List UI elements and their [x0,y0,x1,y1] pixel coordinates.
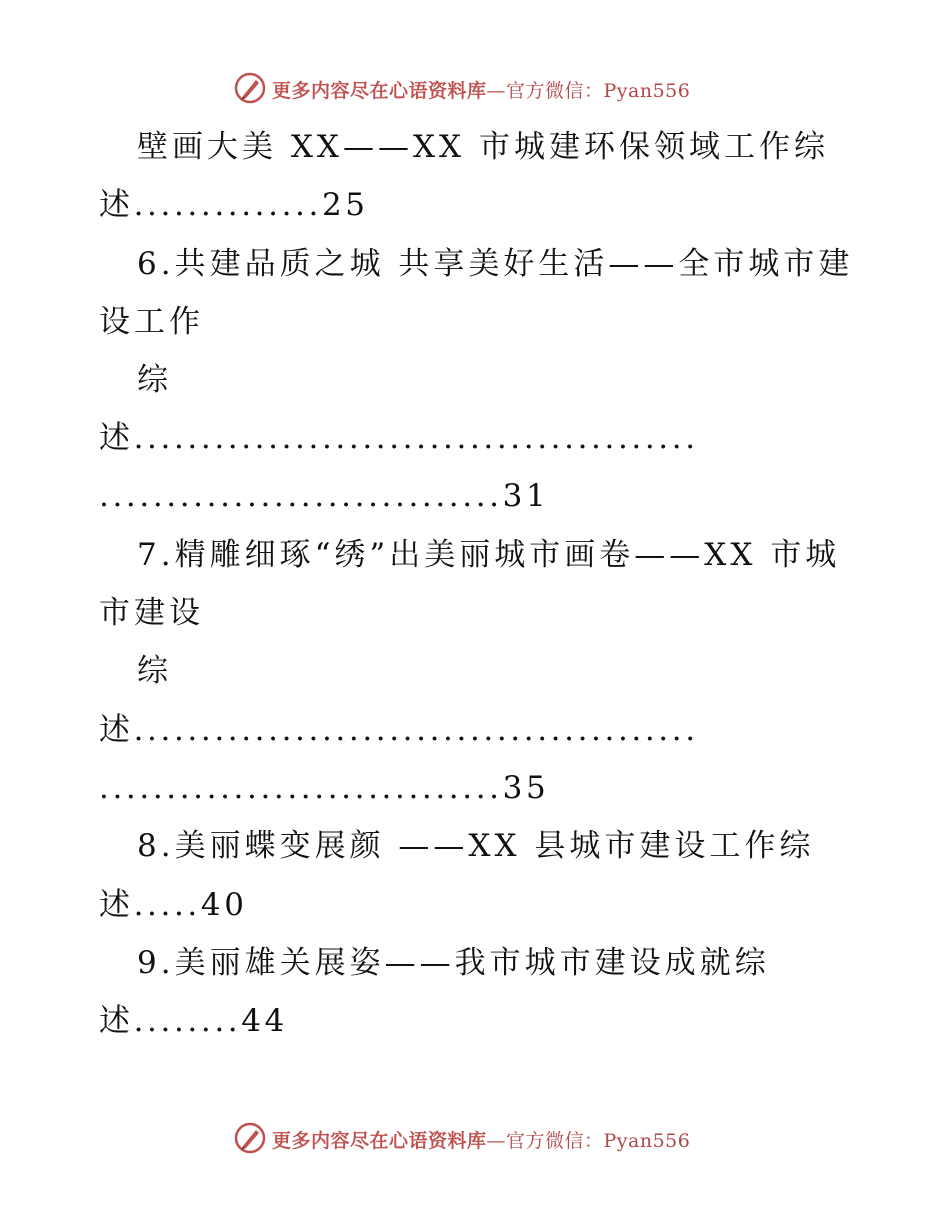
toc-entry-leader[interactable]: 述........44 [99,1003,288,1039]
toc-entry-leader[interactable]: 述..............25 [99,187,369,223]
footer-watermark-banner [0,1120,950,1160]
pen-logo-icon [234,72,266,104]
header-watermark-banner [0,70,950,110]
toc-entry-title-cont[interactable]: 综 [137,362,172,398]
toc-entry-title[interactable]: 7.精雕细琢“绣”出美丽城市画卷——XX 市城 [137,537,841,573]
toc-entry-title[interactable]: 壁画大美 XX——XX 市城建环保领域工作综 [137,129,829,165]
toc-entry-leader-page[interactable]: ..............................35 [99,770,550,806]
toc-entry-title-cont[interactable]: 市建设 [99,595,204,631]
toc-entry-title-cont[interactable]: 综 [137,653,172,689]
toc-entry-leader[interactable]: 述.....40 [99,887,248,923]
watermark-text: 更多内容尽在心语资料库—官方微信：Pyan556 [272,80,691,102]
toc-entry-leader-page[interactable]: ..............................31 [99,478,550,514]
toc-entry-title[interactable]: 6.共建品质之城 共享美好生活——全市城市建 [137,246,854,282]
pen-logo-icon [234,1122,266,1154]
toc-entry-title[interactable]: 9.美丽雄关展姿——我市城市建设成就综 [137,945,770,981]
toc-entry-leader[interactable]: 述.......................................... [99,420,699,456]
toc-entry-title-cont[interactable]: 设工作 [99,304,204,340]
toc-entry-title[interactable]: 8.美丽蝶变展颜 ——XX 县城市建设工作综 [137,828,815,864]
watermark-text: 更多内容尽在心语资料库—官方微信：Pyan556 [272,1130,691,1152]
toc-entry-leader[interactable]: 述.......................................... [99,712,699,748]
